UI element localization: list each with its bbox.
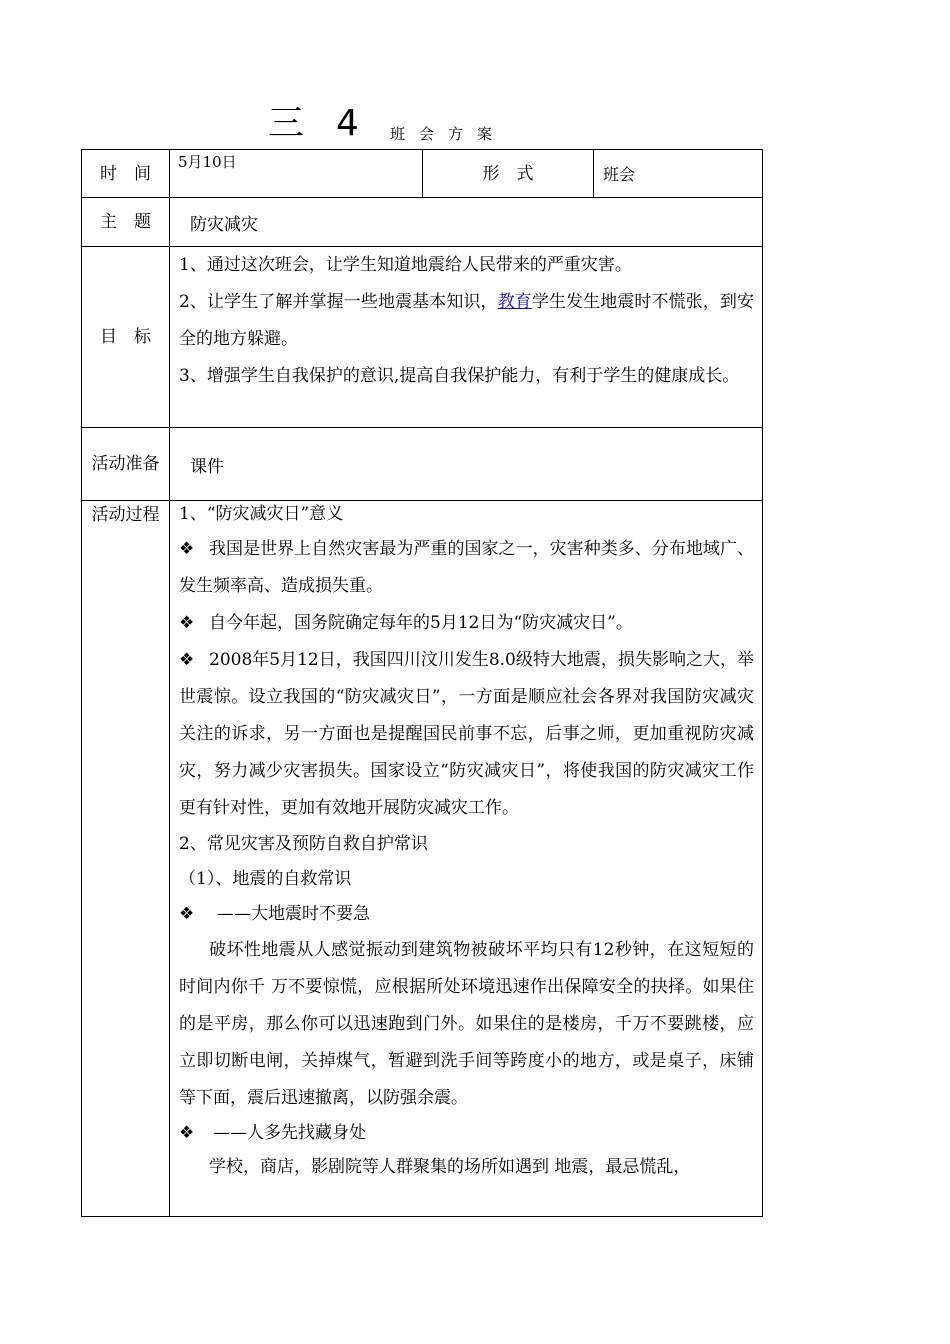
education-link[interactable]: 教育 [497, 292, 532, 312]
paragraph: 破坏性地震从人感觉振动到建筑物被破坏平均只有12秒钟，在这短短的时间内你千 万不要惊慌，应根据所处环境迅速作出保障安全的抉择。如果住的是平房，那么你可以迅速跑到门外。如果住的是楼房，千万不要跳楼，应立即切断电闸，关掉煤气，暂避到洗手间等跨度小的地方，或是桌子，床铺等下面，震后迅速撤离，以防强余震。 [179, 940, 754, 1108]
diamond-bullet-icon: ❖ [179, 1123, 195, 1143]
topic-value: 防灾减灾 [170, 198, 763, 247]
goal-content [170, 247, 763, 428]
prep-value: 课件 [170, 428, 763, 501]
row-time [82, 150, 763, 198]
row-prep [82, 428, 763, 501]
paragraph: 学校，商店，影剧院等人群聚集的场所如遇到 地震，最忌慌乱， [209, 1157, 691, 1177]
diamond-bullet-icon: ❖ [179, 904, 195, 924]
sub-bullet-item [179, 1117, 754, 1149]
prep-label: 活动准备 [82, 428, 170, 501]
diamond-bullet-icon: ❖ [179, 613, 195, 633]
form-label: 形 式 [423, 150, 594, 198]
goal-1: 1、通过这次班会，让学生知道地震给人民带来的严重灾害。 [179, 255, 632, 275]
diamond-bullet-icon: ❖ [179, 539, 195, 559]
bullet-text: 自今年起，国务院确定每年的5月12日为“防灾减灾日”。 [209, 613, 633, 633]
goal-3: 3、增强学生自我保护的意识,提高自我保护能力，有利于学生的健康成长。 [179, 366, 740, 386]
time-label: 时 间 [82, 150, 170, 198]
form-value: 班会 [594, 150, 763, 198]
goal-2 [179, 284, 754, 358]
goal-2-text-pre: 2、让学生了解并掌握一些地震基本知识， [179, 292, 498, 312]
process-label: 活动过程 [82, 501, 170, 1217]
topic-label: 主 题 [82, 198, 170, 247]
title-grade: 三 [268, 103, 305, 144]
bullet-item [179, 531, 754, 605]
sub-bullet-text: ——大地震时不要急 [217, 904, 370, 924]
title-class-number: 4 [336, 103, 359, 144]
goal-label: 目 标 [82, 247, 170, 428]
time-value: 5月10日 [170, 150, 423, 198]
bullet-item [179, 642, 754, 827]
row-process [82, 501, 763, 1217]
process-content [170, 501, 763, 1217]
row-goals [82, 247, 763, 428]
process-heading-3: （1）、地震的自救常识 [179, 869, 352, 889]
sub-bullet-text: ——人多先找藏身处 [213, 1123, 366, 1143]
plan-table [81, 149, 763, 1217]
bullet-item [179, 605, 754, 642]
sub-bullet-item [179, 897, 754, 932]
process-heading-2: 2、常见灾害及预防自救自护常识 [179, 834, 428, 854]
title-suffix: 班会方案 [390, 125, 507, 143]
bullet-text: 我国是世界上自然灾害最为严重的国家之一，灾害种类多、分布地域广、发生频率高、造成损失重。 [179, 539, 754, 596]
diamond-bullet-icon: ❖ [179, 650, 195, 670]
row-topic [82, 198, 763, 247]
bullet-text: 2008年5月12日，我国四川汶川发生8.0级特大地震，损失影响之大，举世震惊。设立我国的“防灾减灾日”，一方面是顺应社会各界对我国防灾减灾关注的诉求，另一方面也是提醒国民前事不忘，后事之师，更加重视防灾减灾，努力减少灾害损失。国家设立“防灾减灾日”，将使我国的防灾减灾工作更有针对性，更加有效地开展防灾减灾工作。 [179, 650, 754, 818]
goal-2-text-post: 学生发生地震时不慌张，到安全的地方躲避。 [179, 292, 755, 349]
process-heading-1: 1、“防灾减灾日”意义 [179, 504, 344, 524]
document-title [0, 102, 950, 146]
